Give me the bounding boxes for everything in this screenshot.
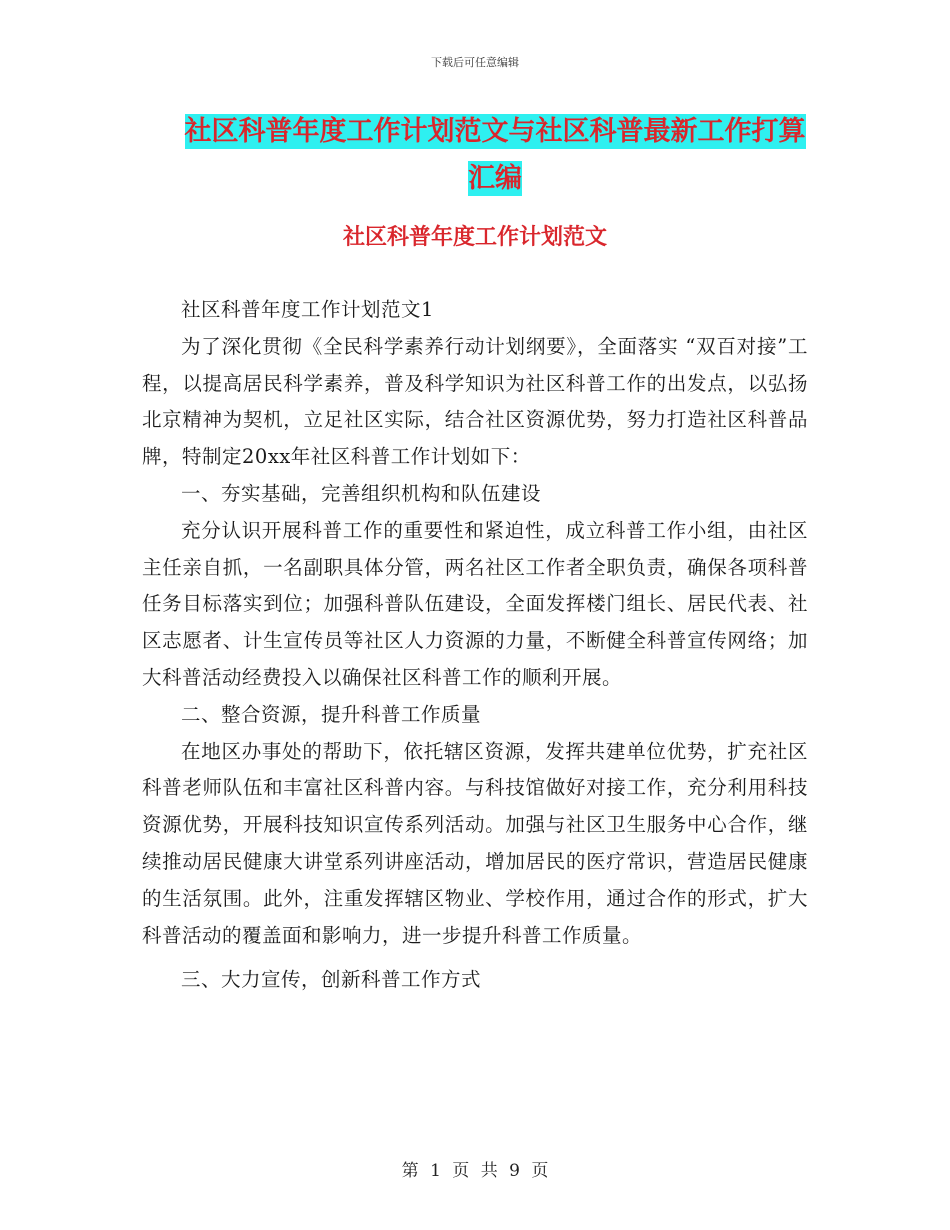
section-heading: 三、大力宣传，创新科普工作方式 [181, 968, 482, 992]
section-heading: 二、整合资源，提升科普工作质量 [181, 702, 482, 726]
title-line-2: 汇编 [468, 163, 522, 194]
paragraph: 在地区办事处的帮助下，依托辖区资源，发挥共建单位优势，扩充社区科普老师队伍和丰富社区科普内容。与科技馆做好对接工作，充分利用科技资源优势，开展科技知识宣传系列活动。加强与社区卫生服务中心合作，继续推动居民健康大讲堂系列讲座活动，增加居民的医疗常识，营造居民健康的生活氛围。此外，注重发挥辖区物业、学校作用，通过合作的形式，扩大科普活动的覆盖面和影响力，进一步提升科普工作质量。 [142, 739, 808, 947]
title-line-1: 社区科普年度工作计划范文与社区科普最新工作打算 [184, 116, 806, 147]
paragraph: 为了深化贯彻《全民科学素养行动计划纲要》，全面落实 “双百对接”工程，以提高居民科学素养，普及科学知识为社区科普工作的出发点，以弘扬北京精神为契机，立足社区实际，结合社区资源优势，努力打造社区科普品牌，特制定20xx年社区科普工作计划如下： [142, 334, 808, 469]
paragraph-heading: 社区科普年度工作计划范文1 [181, 298, 434, 321]
section-heading: 一、夯实基础，完善组织机构和队伍建设 [181, 481, 542, 505]
document-body [142, 292, 808, 999]
section-title: 社区科普年度工作计划范文 [342, 225, 607, 250]
header-note: 下载后可任意编辑 [431, 56, 519, 69]
page-footer: 第 1 页 共 9 页 [401, 1161, 549, 1181]
document-title [150, 108, 840, 202]
paragraph: 充分认识开展科普工作的重要性和紧迫性，成立科普工作小组，由社区主任亲自抓，一名副职具体分管，两名社区工作者全职负责，确保各项科普任务目标落实到位；加强科普队伍建设，全面发挥楼门组长、居民代表、社区志愿者、计生宣传员等社区人力资源的力量，不断健全科普宣传网络；加大科普活动经费投入以确保社区科普工作的顺利开展。 [142, 518, 808, 689]
